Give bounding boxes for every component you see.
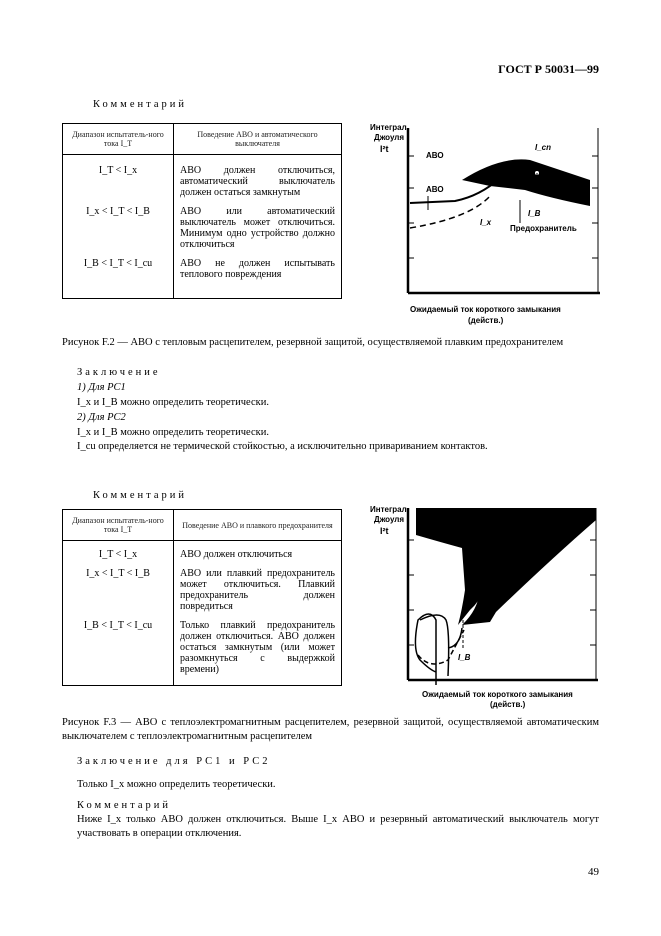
comment-heading: Комментарий: [77, 800, 171, 811]
chart1-ylabel: Интеграл: [370, 123, 407, 132]
chart2-xlabel: Ожидаемый ток короткого замыкания: [422, 690, 573, 699]
table-cell-range: I_T < I_x: [63, 541, 174, 565]
figure-caption-f3: Рисунок F.3 — АВО с теплоэлектромагнитным расцепителем, резервной защитой, осуществляемой автоматическим выключателем с теплоэлектромагнитным расцепителем: [62, 717, 599, 742]
table-cell-text: АВО не должен испытывать теплового повреждения: [174, 254, 342, 299]
table-header-behaviour: Поведение АВО и автоматического выключателя: [174, 124, 342, 155]
table-header-behaviour: Поведение АВО и плавкого предохранителя: [174, 510, 342, 541]
chart1-ylabel: Джоуля: [374, 133, 405, 142]
conclusion-heading: Заключение для РС1 и РС2: [77, 756, 271, 767]
table-header-range: Диапазон испытатель-ного тока I_T: [63, 510, 174, 541]
abo-curve: [415, 614, 436, 685]
conclusion-note: I_cu определяется не термической стойкостью, а исключительно привариванием контактов.: [77, 441, 488, 452]
conclusion-item-text: I_x и I_B можно определить теоретически.: [77, 397, 269, 408]
chart2-ylabel: Джоуля: [374, 515, 405, 524]
test-current-table-1: [62, 123, 342, 299]
table-cell-range: I_x < I_T < I_B: [63, 564, 174, 616]
backup-band-right: [462, 508, 596, 625]
comment-text: Ниже I_x только АВО должен отключиться. Выше I_x АВО и резервный автоматический выключатель могут участвовать в операции отключения.: [77, 814, 599, 839]
chart2-xlabel: (действ.): [490, 700, 526, 709]
comment-heading: Комментарий: [93, 490, 187, 501]
chart1-ylabel: I²t: [380, 144, 389, 154]
chart1-label-abo: АВО: [426, 151, 444, 160]
chart-f3: [350, 500, 610, 710]
abo-curve-upper: [420, 615, 449, 676]
table-cell-text: АВО должен отключиться, автоматический выключатель должен остаться замкнутым: [174, 155, 342, 203]
conclusion-item: 1) Для PC1: [77, 382, 126, 393]
chart2-ylabel: I²t: [380, 526, 389, 536]
chart1-label-abo: АВО: [426, 185, 444, 194]
standard-header: ГОСТ Р 50031—99: [498, 62, 599, 76]
test-current-table-2: [62, 509, 342, 686]
chart1-label-fuse: Предохранитель: [510, 224, 577, 233]
table-cell-text: Только плавкий предохранитель должен отключиться. АВО должен остаться замкнутым (или может разомкнуться с выдержкой времени): [174, 616, 342, 686]
table-cell-text: АВО или плавкий предохранитель может отключиться. Плавкий предохранитель должен повредиться: [174, 564, 342, 616]
chart-f2: [350, 118, 610, 333]
chart1-label-icn: I_cn: [535, 143, 552, 152]
chart2-label-ib: I_B: [458, 653, 471, 662]
chart1-label-ix: I_x: [480, 218, 492, 227]
comment-heading: Комментарий: [93, 99, 187, 110]
table-cell-range: I_B < I_T < I_cu: [63, 254, 174, 299]
chart1-label-ib: I_B: [528, 209, 541, 218]
table-cell-text: АВО или автоматический выключатель может отключиться. Минимум одно устройство должно отключиться: [174, 202, 342, 254]
page-number: 49: [588, 866, 599, 878]
table-cell-text: АВО должен отключиться: [174, 541, 342, 565]
table-cell-range: I_B < I_T < I_cu: [63, 616, 174, 686]
conclusion-text: Только I_x можно определить теоретически.: [77, 779, 276, 790]
conclusion-item-text: I_x и I_B можно определить теоретически.: [77, 427, 269, 438]
chart1-xlabel: (действ.): [468, 316, 504, 325]
table-cell-range: I_x < I_T < I_B: [63, 202, 174, 254]
fuse-band: [462, 159, 590, 206]
conclusion-heading: Заключение: [77, 367, 161, 378]
table-cell-range: I_T < I_x: [63, 155, 174, 203]
conclusion-item: 2) Для PC2: [77, 412, 126, 423]
figure-caption-f2: Рисунок F.2 — АВО с тепловым расцепителем, резервной защитой, осуществляемой плавким предохранителем: [62, 337, 564, 348]
chart2-ylabel: Интеграл: [370, 505, 407, 514]
chart1-xlabel: Ожидаемый ток короткого замыкания: [410, 305, 561, 314]
table-header-range: Диапазон испытатель-ного тока I_T: [63, 124, 174, 155]
